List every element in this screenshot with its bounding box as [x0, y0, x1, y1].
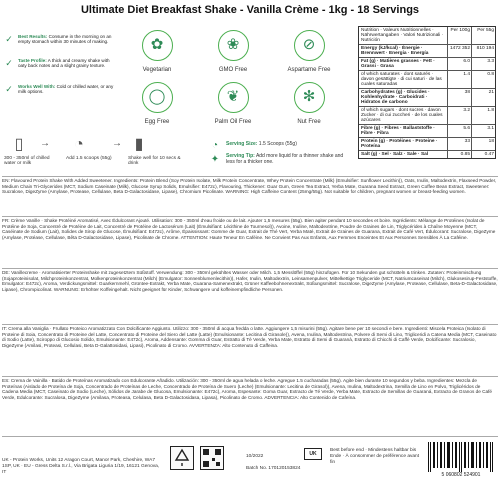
company-address: UK - Protein Works, Units 12 Aragon Court, Manor Park, Cheshire, WA7 1SP, UK · EU - Gress Delta S.r.l., Via Brigata Liguria 1/19, 16121 Genova, IT: [2, 458, 160, 475]
ukca-mark: UK: [304, 448, 322, 460]
divider: [2, 216, 498, 217]
tip-works-well-with: [4, 84, 116, 95]
ingredients-en: EN: Flavoured Protein Shake With Added Sweetener. Ingredients: Protein Blend (Soy Protein Isolate, Milk Protein Concentrate, Whey Protein Concentrate (Milk) (Emulsifier: Sunflower Lecithin)), Oats, Inulin, Maltodextrin, Flaxseed Powder, Medium Chain Tri-Glycerides (MCT, Sodium Caseinate (Milk), Glucose Syrup Solids, Emulsifier: E472c), Flavouring, Thickener: Guar Gum, Green Tea Extract, Yerba Mate, Guarana Seed Extract, Green Coffee Bean Extract, Sweetener: Sucralose, DigeZyme (Amylase, Protease, Cellulase, Beta D-Galactosidase, Lipase), Chromium Picolinate. WARNING: High Caffeine Content (25mg/55g). Not suitable for children, pregnant women or breast-feeding women.: [2, 178, 497, 195]
tip-label: Best Results:: [18, 34, 48, 39]
divider: [2, 376, 498, 377]
badge-nut-free: ✻ Nut Free: [272, 82, 346, 136]
nut-icon: ✻: [294, 82, 325, 113]
scoop-icon: ◔: [74, 136, 84, 153]
serving-tip: Serving Tip: Add more liquid for a thinner shake and less for a thicker one.: [226, 153, 344, 165]
leaf-icon: ✿: [142, 30, 173, 61]
qr-code-icon: [200, 446, 224, 470]
nutrition-row: of which saturates · dont saturés · davon gesättigte · di cui saturi · de las cuales saturadas 1.4 0.8: [361, 72, 494, 87]
nutrition-row: Protein (g) · Protéines · Proteine · Proteína 33 18: [361, 139, 494, 149]
badge-vegetarian: ✿ Vegetarian: [120, 30, 194, 84]
no-aspartame-icon: ⊘: [294, 30, 325, 61]
bbe-code: 10/2022: [246, 454, 264, 459]
arrow-right-icon: →: [112, 138, 122, 149]
tip-best-results: [4, 34, 116, 45]
tip-taste-profile: [4, 58, 116, 69]
divider: [2, 436, 498, 437]
nutrition-row: Energy (kJ/kcal) · Énergie · Brennwert · Energia · Energía 1472 352 810 194: [361, 46, 494, 56]
nutrition-row: Salt (g) · Sel · Salz · Sale · Sal 0.85 0.47: [361, 152, 494, 157]
badge-palm-oil-free: ❦ Palm Oil Free: [196, 82, 270, 136]
nutrition-row: Carbohydrates (g) · Glucides · Kohlenhydrate · Carboidrati · Hidratos de carbono 38 21: [361, 90, 494, 105]
divider: [2, 268, 498, 269]
plant-icon: ❀: [218, 30, 249, 61]
nutrition-table: [358, 26, 496, 159]
barcode: [426, 442, 496, 472]
tip-label: Taste Profile:: [18, 58, 47, 63]
step-2-text: Add 1.5 scoops (55g): [66, 156, 112, 161]
nutrition-row: Fat (g) · Matières grasses · Fett · Grassi · Grasa 6.0 3.3: [361, 59, 494, 69]
ingredients-fr: FR: Crème Vanille · Shake Protéiné Aromatisé, Avec Édulcorant Ajouté. Utilisation: 300 - 350ml d'eau froide ou de lait. Ajouter 1,5 mesures (55g). Bien agiter pendant 10 secondes et boire. Ingrédients: Mélange de Protéines (Isolat de Protéine de Soja, Concentré de Protéine de Lait, Concentré de Protéine de Lactosérum (Lait) (Émulsifiant: Lécithine de Tournesol)), Avoine, Inuline, Maltodextrine, Poudre de Graines de Lin, Triglycérides à Chaîne Moyenne (MCT, Caséinate de Sodium (Lait), Solides de Sirop de Glucose, Émulsifiant: E472c), Arôme, Épaississant: Gomme de Guar, Extrait de Thé Vert, Yerba Maté, Extrait de Graines de Guarana, Extrait de Café Vert, Édulcorant: Sucralose, DigeZyme (Amylase, Protéase, Cellulase, Bêta D-Galactosidase, Lipase), Picolinate de Chrome. ATTENTION: Haute Teneur En Caféine. Ne Convient Pas Aux Enfants, Aux Femmes Enceintes Et Aux Personnes Sensibles À La Caféine.: [2, 218, 496, 240]
tip-text: A thick and creamy shake with oaty back notes and a slight grainy texture.: [18, 58, 110, 69]
serving-size: Serving Size: 1.5 Scoops (55g): [226, 141, 297, 147]
tip-text: Consume in the morning on an empty stomach within 30 minutes of making.: [18, 34, 112, 45]
tip-label: Works Well With:: [18, 84, 56, 89]
check-icon: ✓: [5, 58, 13, 68]
product-title: Ultimate Diet Breakfast Shake - Vanilla Crème - 1kg - 18 Servings: [80, 4, 420, 16]
ingredients-es: ES: Crema de Vainilla · Batido de Proteínas Aromatizado con Edulcorante Añadido. Utilización: 300 - 350ml de agua helada o leche. Agregue 1.5 cucharadas (55g). Agite bien durante 10 segundos y beba. Ingredientes: Mezcla de Proteínas (Aislado de Proteína de Soja, Concentrado de Proteínas de Leche, Concentrado de Proteína de Suero (Leche) (Emulsionante: Lecitina de Girasol)), Avena, Inulina, Maltodextrina, Semilla de Lino en Polvo, Triglicéridos de Cadena Media (MCT, Caseinato de Sodio (Leche), Sólidos de Jarabe de Glucosa, Emulsionante: E472c), Aroma, Espesante: Goma Guar, Extracto de Té Verde, Yerba Mate, Extracto de Semillas de Guaraná, Extracto de Granos de Café Verde, Edulcorante: Sucralosa, DigeZyme (Amilasa, Proteasa, Celulasa, Beta D-Galactosidasa, Lipasa), Picolinato de Cromo. ADVERTENCIA: Alto Contenido de Cafeína.: [2, 378, 493, 400]
barcode-number: 5 060802 524901: [441, 472, 481, 478]
nutrition-header: Nutrition · Valeurs Nutritionnelles · Nährwertangaben · Valori Nutrizionali · Nutrición Per 100g Per 55g: [361, 28, 494, 43]
check-icon: ✓: [5, 84, 13, 94]
diet-badges: [116, 30, 348, 138]
ingredients-it: IT: Crema alla Vaniglia · Frullato Proteico Aromatizzato Con Dolcificante Aggiunto. Utilizzo: 300 - 350ml di acqua fredda o latte. Aggiungere 1,5 misurini (55g). Agitare bene per 10 secondi e bere. Ingredienti: Miscela Proteica (Isolato di Proteine di Soia, Concentrato di Proteine del Latte, Concentrato di Proteine del Siero del Latte (Latte) (Emulsionante: Lecitina di Girasole)), Avena, Inulina, Maltodestrina, Polvere di Semi di Lino, Trigliceridi a Catena Media (MCT, Caseinato di Sodio (Latte), Sciroppo di Glucosio Solido, Emulsionante: E472c), Aroma, Addensante: Gomma di Guar, Estratto di Tè Verde, Yerba Mate, Estratto di Semi di Guaranà, Estratto di Chicchi di Caffè Verde, Dolcificante: Sucralosio, DigeZyme (Amilasi, Proteasi, Cellulasi, Beta D-Galattosidasi, Lipasi), Picolinato di Cromo. AVVERTENZA: Alto Contenuto di Caffeina.: [2, 326, 497, 348]
egg-icon: ◯: [142, 82, 173, 113]
batch-number: Batch No. 170120153824: [246, 466, 301, 471]
badge-aspartame-free: ⊘ Aspartame Free: [272, 30, 346, 84]
glass-icon: ▯: [14, 136, 24, 153]
nutrition-row: of which sugars · dont sucres · davon Zucker · di cui zuccheri · de los cuales azúcares 3.2 1.8: [361, 108, 494, 123]
scoop-icon: ◔: [211, 140, 219, 151]
palm-icon: ❦: [218, 82, 249, 113]
divider: [2, 324, 498, 325]
shaker-icon: ▮: [134, 136, 144, 153]
badge-egg-free: ◯ Egg Free: [120, 82, 194, 136]
arrow-right-icon: →: [40, 138, 50, 149]
nutrition-row: Fibre (g) · Fibres · Ballaststoffe · Fibre · Fibra 5.6 3.1: [361, 126, 494, 136]
recycle-icon: [170, 446, 194, 470]
divider: [2, 176, 498, 177]
best-before-text: Best before end · Mindestens haltbar bis Ende · À consommer de préférence avant fin: [330, 448, 420, 465]
step-3-text: Shake well for 10 secs & drink: [128, 156, 181, 167]
ingredients-de: DE: Vanillecreme · Aromatisierter Proteinshake mit zugesetztem Süßstoff. Verwendung: 300 - 350ml gekühltes Wasser oder Milch. 1,5 Messlöffel (55g) hinzufügen. Für 10 Sekunden gut schütteln & trinken. Zutaten: Proteinmischung (Sojaproteinisolat, Milchproteinkonzentrat, Molkenproteinkonzentrat (Milch) (Emulgator: Sonnenblumenlecithin)), Hafer, Inulin, Maltodextrin, Leinsamenpulver, Mittelkettige Triglyceride (MCT, Natriumcaseinat (Milch), Glukosesirup-Feststoffe, Emulgator: E472c), Aroma, Verdickungsmittel: Guarkernmehl, Grüntee-Extrakt, Yerba Mate, Guarana-Samenextrakt, Grüner Kaffeebohnenextrakt, Süßungsmittel: Sucralose, DigeZyme (Amylase, Protease, Cellulase, Beta-D-Galactosidase, Lipase), Chrompicolinat. WARNUNG: Erhöhter Koffeingehalt. Nicht geeignet für Kinder, Schwangere und koffeinempfindliche Personen.: [2, 270, 498, 292]
badge-gmo-free: ❀ GMO Free: [196, 30, 270, 84]
check-icon: ✓: [5, 34, 13, 44]
lightbulb-icon: ✦: [210, 154, 220, 165]
step-1-text: 300 - 350ml of chilled water or milk: [4, 156, 50, 167]
tip-text: Cold or chilled water, or any milk options.: [18, 84, 114, 95]
